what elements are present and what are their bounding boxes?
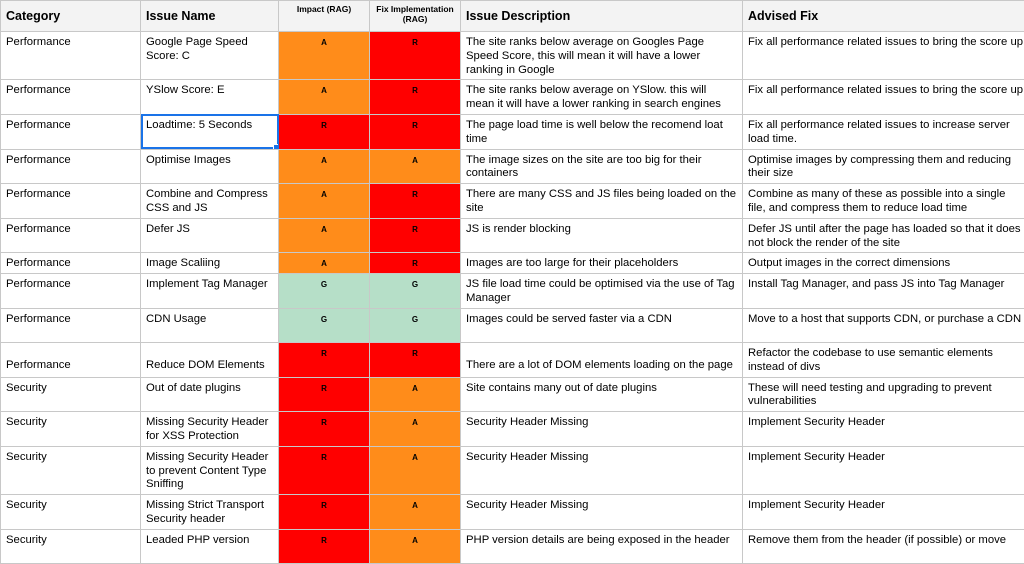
issue-description-cell[interactable]: There are many CSS and JS files being loaded on the site xyxy=(461,184,743,219)
impact-rag-cell[interactable]: A xyxy=(279,149,370,184)
category-cell[interactable]: Security xyxy=(1,412,141,447)
issue-name-cell[interactable]: CDN Usage xyxy=(141,308,279,342)
fix-implementation-rag-cell[interactable]: R xyxy=(370,253,461,274)
header-advised-fix[interactable]: Advised Fix xyxy=(743,1,1024,32)
category-cell[interactable]: Performance xyxy=(1,184,141,219)
fix-implementation-rag-cell[interactable]: R xyxy=(370,342,461,377)
fix-implementation-rag-cell[interactable]: R xyxy=(370,114,461,149)
impact-rag-cell[interactable]: A xyxy=(279,253,370,274)
issue-name-cell[interactable]: Loadtime: 5 Seconds xyxy=(141,114,279,149)
impact-rag-cell[interactable]: R xyxy=(279,495,370,530)
table-row xyxy=(1,253,1024,274)
issue-description-cell[interactable]: The page load time is well below the recomend loat time xyxy=(461,114,743,149)
issue-description-cell[interactable]: Security Header Missing xyxy=(461,412,743,447)
issue-name-cell[interactable]: Combine and Compress CSS and JS xyxy=(141,184,279,219)
category-cell[interactable]: Performance xyxy=(1,80,141,115)
impact-rag-cell[interactable]: R xyxy=(279,342,370,377)
advised-fix-cell[interactable]: Fix all performance related issues to bring the score up xyxy=(743,32,1024,80)
category-cell[interactable]: Performance xyxy=(1,342,141,377)
advised-fix-cell[interactable]: Combine as many of these as possible into a single file, and compress them to reduce load time xyxy=(743,184,1024,219)
table-row xyxy=(1,184,1024,219)
table-row xyxy=(1,32,1024,80)
fix-implementation-rag-cell[interactable]: A xyxy=(370,149,461,184)
header-issue-description[interactable]: Issue Description xyxy=(461,1,743,32)
impact-rag-cell[interactable]: G xyxy=(279,308,370,342)
issue-name-cell[interactable]: Reduce DOM Elements xyxy=(141,342,279,377)
header-impact[interactable]: Impact (RAG) xyxy=(279,1,370,32)
category-cell[interactable]: Performance xyxy=(1,253,141,274)
table-row xyxy=(1,495,1024,530)
issue-description-cell[interactable]: The site ranks below average on Googles Page Speed Score, this will mean it will have a lower ranking in Google xyxy=(461,32,743,80)
fix-implementation-rag-cell[interactable]: A xyxy=(370,377,461,412)
impact-rag-cell[interactable]: A xyxy=(279,184,370,219)
advised-fix-cell[interactable]: Output images in the correct dimensions xyxy=(743,253,1024,274)
category-cell[interactable]: Performance xyxy=(1,114,141,149)
fix-implementation-rag-cell[interactable]: R xyxy=(370,218,461,253)
header-fix-implementation[interactable]: Fix Implementation (RAG) xyxy=(370,1,461,32)
issue-name-cell[interactable]: Google Page Speed Score: C xyxy=(141,32,279,80)
table-row xyxy=(1,308,1024,342)
issue-description-cell[interactable]: Site contains many out of date plugins xyxy=(461,377,743,412)
category-cell[interactable]: Security xyxy=(1,446,141,494)
advised-fix-cell[interactable]: Implement Security Header xyxy=(743,412,1024,447)
issue-description-cell[interactable]: Images could be served faster via a CDN xyxy=(461,308,743,342)
category-cell[interactable]: Performance xyxy=(1,308,141,342)
table-row xyxy=(1,529,1024,563)
advised-fix-cell[interactable]: Fix all performance related issues to bring the score up xyxy=(743,80,1024,115)
issue-name-cell[interactable]: Implement Tag Manager xyxy=(141,274,279,309)
advised-fix-cell[interactable]: Implement Security Header xyxy=(743,446,1024,494)
issue-description-cell[interactable]: Images are too large for their placeholders xyxy=(461,253,743,274)
advised-fix-cell[interactable]: Refactor the codebase to use semantic elements instead of divs xyxy=(743,342,1024,377)
fix-implementation-rag-cell[interactable]: G xyxy=(370,308,461,342)
issue-description-cell[interactable]: There are a lot of DOM elements loading on the page xyxy=(461,342,743,377)
issue-description-cell[interactable]: Security Header Missing xyxy=(461,495,743,530)
fix-implementation-rag-cell[interactable]: R xyxy=(370,184,461,219)
impact-rag-cell[interactable]: R xyxy=(279,412,370,447)
issue-name-cell[interactable]: Missing Security Header for XSS Protection xyxy=(141,412,279,447)
issue-name-cell[interactable]: Leaded PHP version xyxy=(141,529,279,563)
table-row xyxy=(1,377,1024,412)
impact-rag-cell[interactable]: R xyxy=(279,446,370,494)
advised-fix-cell[interactable]: Fix all performance related issues to increase server load time. xyxy=(743,114,1024,149)
category-cell[interactable]: Performance xyxy=(1,32,141,80)
advised-fix-cell[interactable]: Move to a host that supports CDN, or purchase a CDN xyxy=(743,308,1024,342)
issue-description-cell[interactable]: The image sizes on the site are too big for their containers xyxy=(461,149,743,184)
category-cell[interactable]: Performance xyxy=(1,149,141,184)
impact-rag-cell[interactable]: R xyxy=(279,114,370,149)
issue-description-cell[interactable]: JS is render blocking xyxy=(461,218,743,253)
category-cell[interactable]: Security xyxy=(1,377,141,412)
header-issue-name[interactable]: Issue Name xyxy=(141,1,279,32)
issue-description-cell[interactable]: PHP version details are being exposed in the header xyxy=(461,529,743,563)
issue-description-cell[interactable]: Security Header Missing xyxy=(461,446,743,494)
fix-implementation-rag-cell[interactable]: A xyxy=(370,495,461,530)
advised-fix-cell[interactable]: These will need testing and upgrading to prevent vulnerabilities xyxy=(743,377,1024,412)
advised-fix-cell[interactable]: Install Tag Manager, and pass JS into Tag Manager xyxy=(743,274,1024,309)
impact-rag-cell[interactable]: G xyxy=(279,274,370,309)
issue-name-cell[interactable]: Image Scaliing xyxy=(141,253,279,274)
table-row xyxy=(1,149,1024,184)
issue-name-cell[interactable]: Optimise Images xyxy=(141,149,279,184)
table-row xyxy=(1,412,1024,447)
issue-name-cell[interactable]: YSlow Score: E xyxy=(141,80,279,115)
table-row xyxy=(1,114,1024,149)
table-row xyxy=(1,80,1024,115)
impact-rag-cell[interactable]: R xyxy=(279,377,370,412)
issue-name-cell[interactable]: Defer JS xyxy=(141,218,279,253)
table-row xyxy=(1,342,1024,377)
header-row xyxy=(1,1,1024,32)
issue-name-cell[interactable]: Out of date plugins xyxy=(141,377,279,412)
table-row xyxy=(1,274,1024,309)
table-row xyxy=(1,446,1024,494)
fix-implementation-rag-cell[interactable]: A xyxy=(370,529,461,563)
fix-implementation-rag-cell[interactable]: R xyxy=(370,32,461,80)
impact-rag-cell[interactable]: A xyxy=(279,80,370,115)
impact-rag-cell[interactable]: A xyxy=(279,32,370,80)
selection-fill-handle[interactable] xyxy=(273,144,279,150)
advised-fix-cell[interactable]: Remove them from the header (if possible) or move xyxy=(743,529,1024,563)
table-row xyxy=(1,218,1024,253)
issue-name-cell[interactable]: Missing Strict Transport Security header xyxy=(141,495,279,530)
advised-fix-cell[interactable]: Implement Security Header xyxy=(743,495,1024,530)
issue-description-cell[interactable]: The site ranks below average on YSlow. this will mean it will have a lower ranking in search engines xyxy=(461,80,743,115)
fix-implementation-rag-cell[interactable]: R xyxy=(370,80,461,115)
advised-fix-cell[interactable]: Defer JS until after the page has loaded so that it does not block the render of the site xyxy=(743,218,1024,253)
impact-rag-cell[interactable]: A xyxy=(279,218,370,253)
category-cell[interactable]: Performance xyxy=(1,218,141,253)
fix-implementation-rag-cell[interactable]: G xyxy=(370,274,461,309)
issue-name-cell[interactable]: Missing Security Header to prevent Content Type Sniffing xyxy=(141,446,279,494)
issue-description-cell[interactable]: JS file load time could be optimised via the use of Tag Manager xyxy=(461,274,743,309)
category-cell[interactable]: Performance xyxy=(1,274,141,309)
header-category[interactable]: Category xyxy=(1,1,141,32)
impact-rag-cell[interactable]: R xyxy=(279,529,370,563)
category-cell[interactable]: Security xyxy=(1,495,141,530)
advised-fix-cell[interactable]: Optimise images by compressing them and reducing their size xyxy=(743,149,1024,184)
category-cell[interactable]: Security xyxy=(1,529,141,563)
fix-implementation-rag-cell[interactable]: A xyxy=(370,412,461,447)
fix-implementation-rag-cell[interactable]: A xyxy=(370,446,461,494)
